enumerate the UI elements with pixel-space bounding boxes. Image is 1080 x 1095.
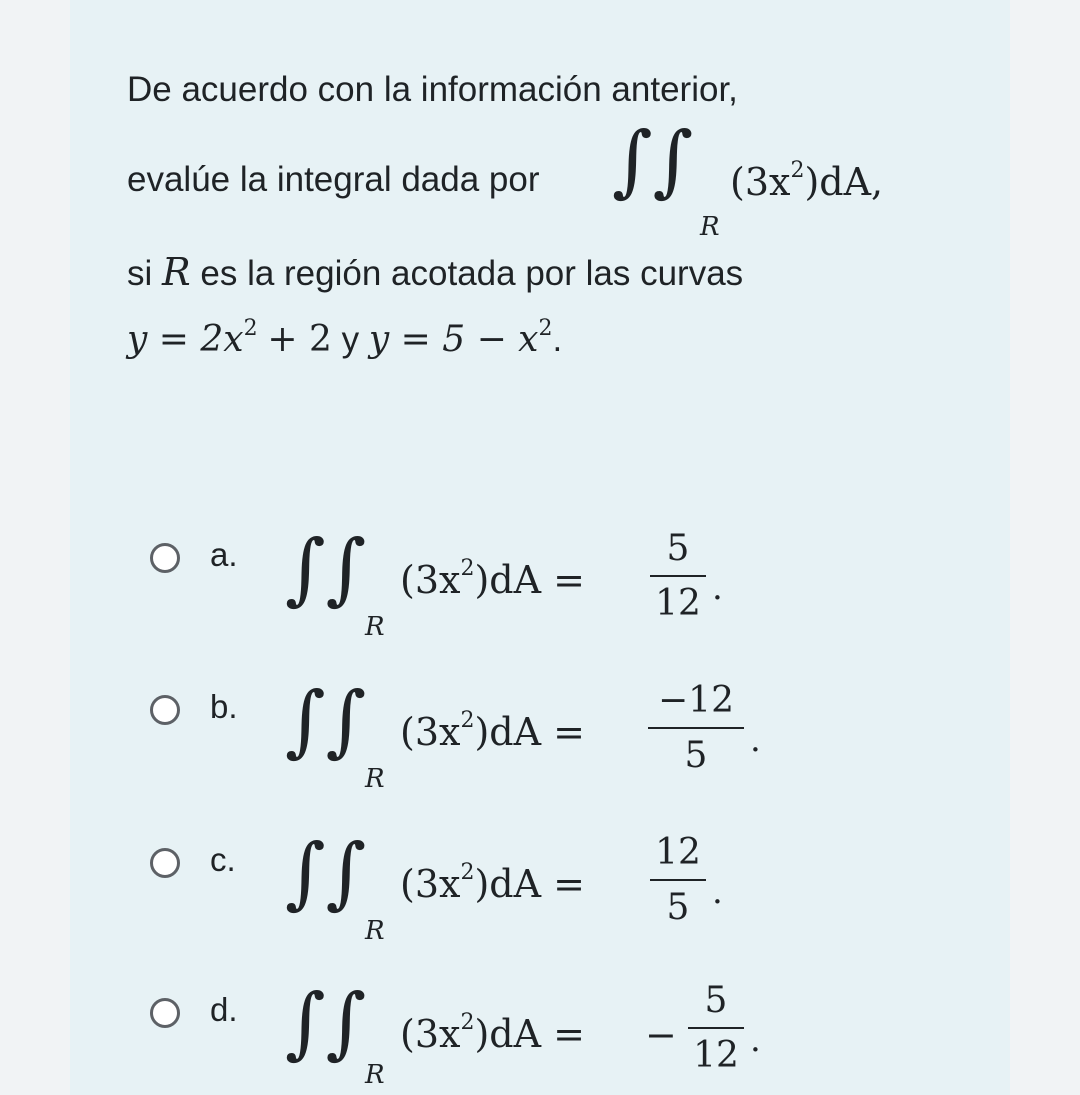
option-a-period: . — [712, 568, 723, 608]
option-d-integrand[interactable]: $(3x^2)dA$ = — [400, 1010, 585, 1056]
option-d-minus-sign: − — [645, 1013, 677, 1057]
option-c-fraction: 12 5 — [650, 832, 706, 928]
option-c-radio[interactable] — [150, 848, 180, 878]
option-a-region-label: R — [365, 612, 385, 642]
question-integrand: $(3x^2)dA$, — [730, 158, 884, 204]
option-d-fraction: 5 12 — [688, 980, 744, 1076]
option-a-integral-sign: ∫∫ — [285, 524, 367, 614]
option-a-letter: a. — [210, 536, 238, 573]
option-d-period: . — [750, 1020, 761, 1060]
option-d-integral-sign: ∫∫ — [285, 978, 367, 1068]
option-c-period: . — [712, 872, 723, 912]
question-line-1: De acuerdo con la información anterior, — [127, 70, 738, 109]
option-c-region-label: R — [365, 916, 385, 946]
question-curves: $y = 2x^2 + 2$ y $y = 5 - x^2$. — [127, 316, 563, 360]
option-c-integrand[interactable]: $(3x^2)dA$ = — [400, 860, 585, 906]
integral-region-label: R — [700, 212, 720, 242]
option-b-region-label: R — [365, 764, 385, 794]
option-a-fraction: 5 12 — [650, 528, 706, 624]
option-b-fraction: −12 5 — [648, 680, 744, 776]
question-line-3: si R es la región acotada por las curvas — [127, 250, 744, 294]
double-integral-sign: ∫∫ — [612, 116, 694, 206]
option-b-letter: b. — [210, 688, 238, 725]
option-d-letter: d. — [210, 991, 238, 1028]
option-b-integrand[interactable]: $(3x^2)dA$ = — [400, 708, 585, 754]
option-b-radio[interactable] — [150, 695, 180, 725]
option-a-integrand[interactable]: $(3x^2)dA$ = — [400, 556, 585, 602]
option-b-integral-sign: ∫∫ — [285, 676, 367, 766]
option-d-region-label: R — [365, 1060, 385, 1090]
option-c-letter: c. — [210, 841, 236, 878]
option-c-integral-sign: ∫∫ — [285, 828, 367, 918]
question-line-2-prefix: evalúe la integral dada por — [127, 160, 540, 199]
option-a-radio[interactable] — [150, 543, 180, 573]
option-b-period: . — [750, 720, 761, 760]
option-d-radio[interactable] — [150, 998, 180, 1028]
